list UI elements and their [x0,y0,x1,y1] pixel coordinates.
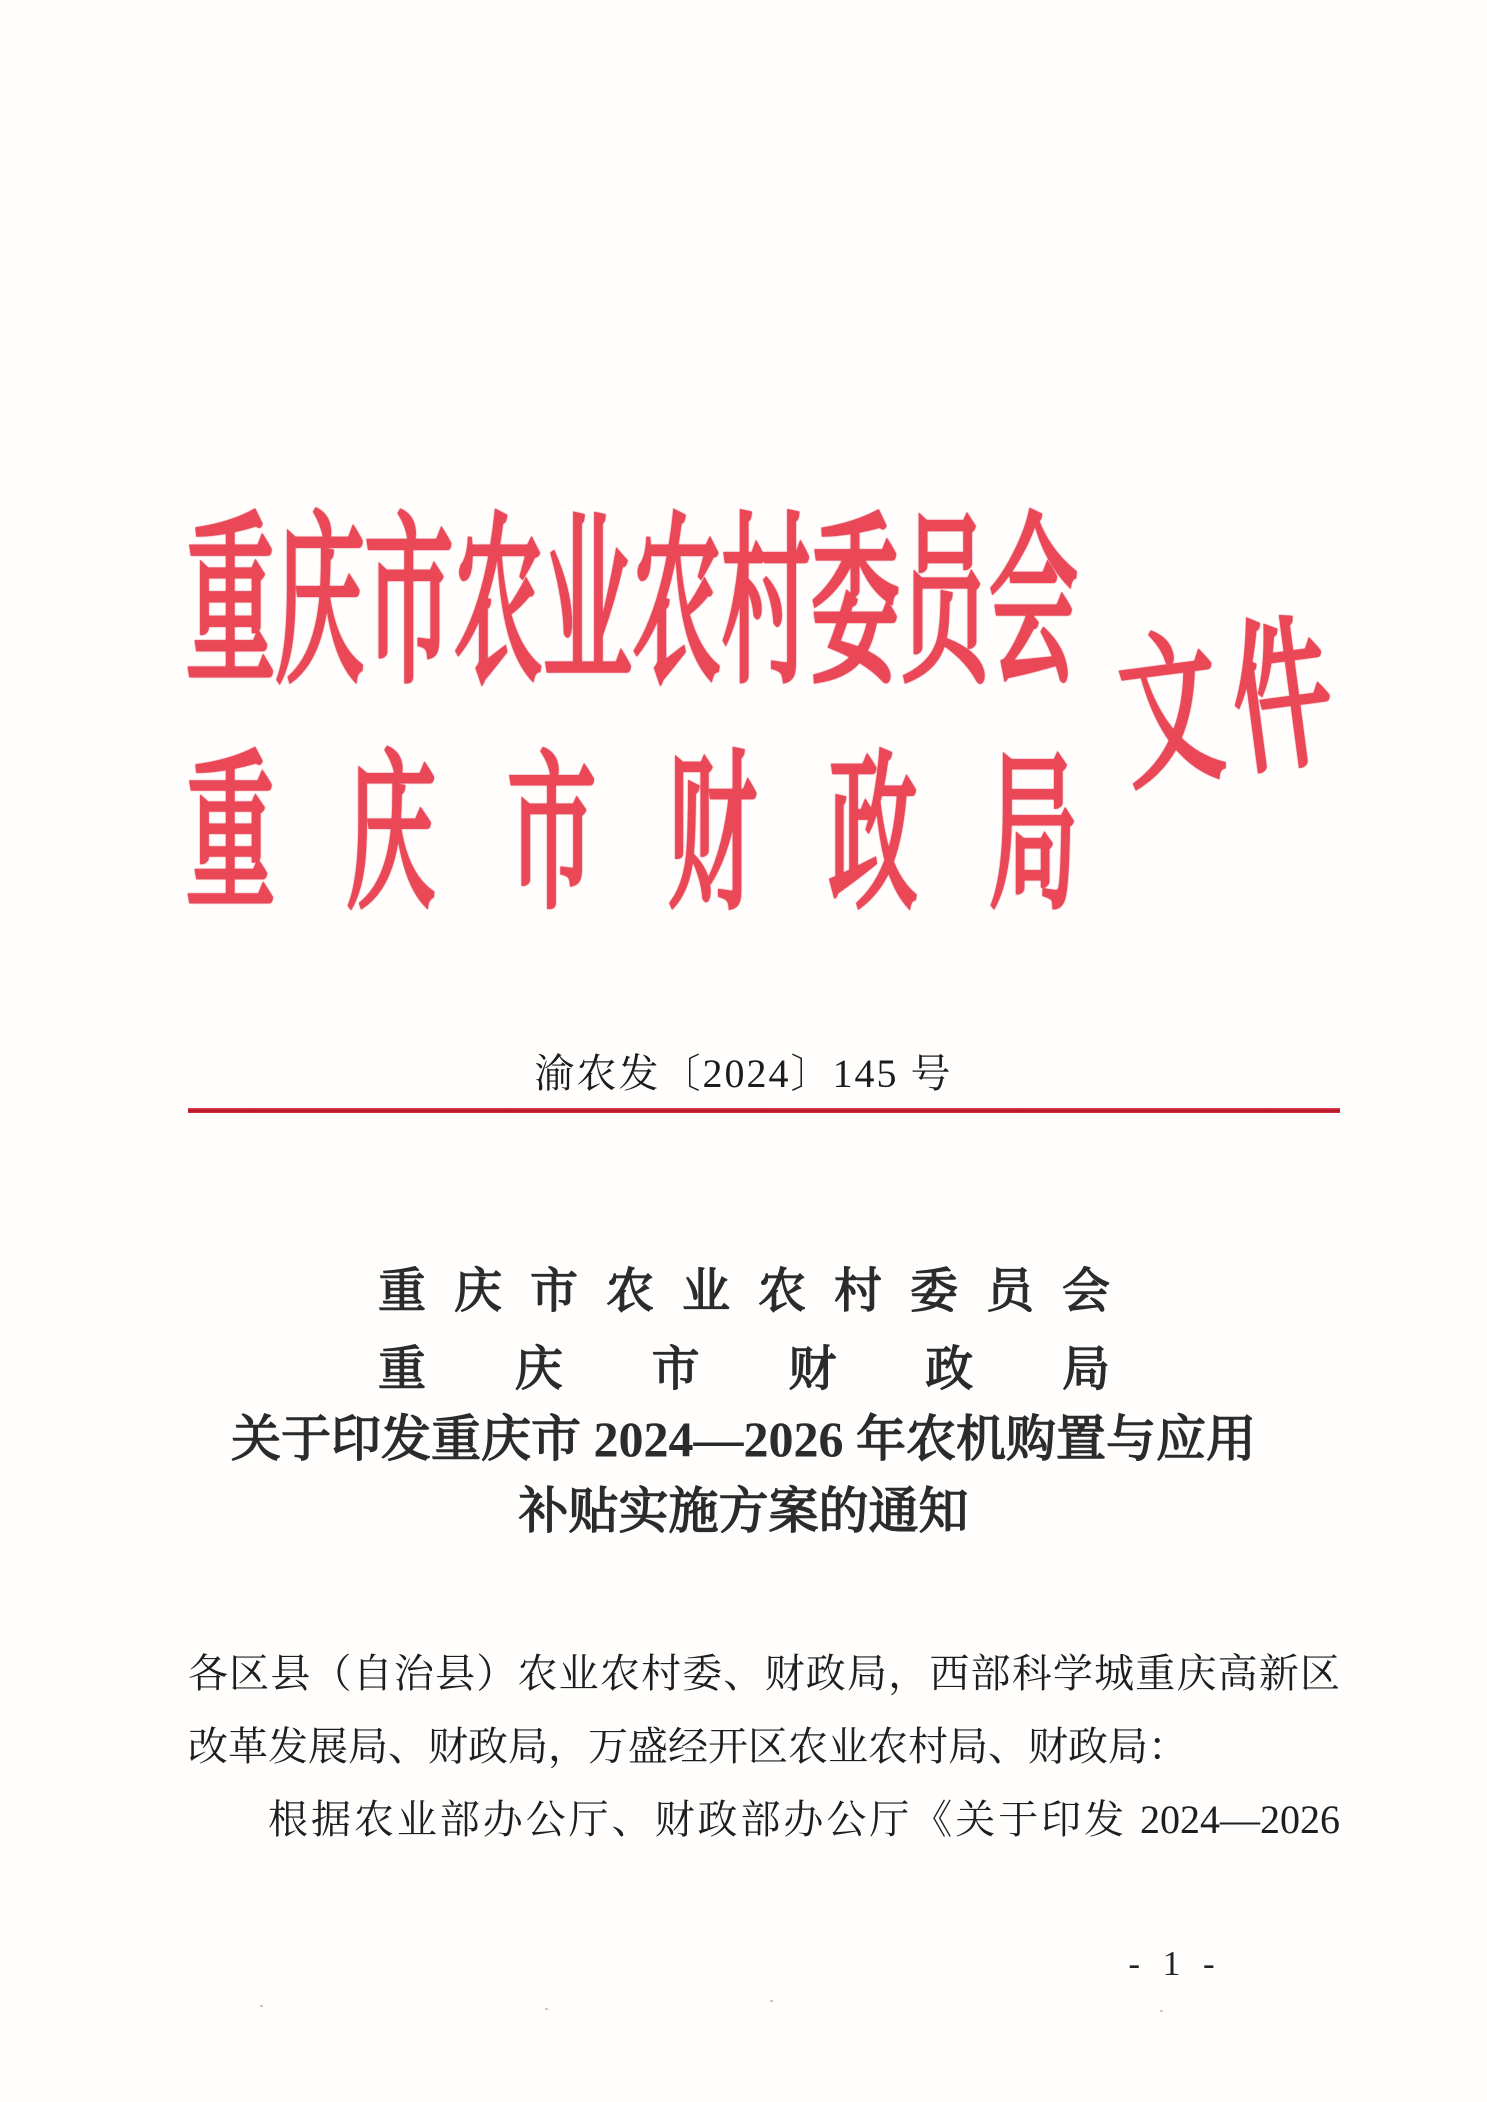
body-salutation-line-2: 改革发展局、财政局，万盛经开区农业农村局、财政局： [188,1724,1188,1769]
scan-artifact [770,2000,773,2002]
scan-artifact [260,2005,263,2007]
title-issuing-org-2: 重庆市财政局 [378,1343,1110,1396]
title-subject-line-1: 关于印发重庆市 2024—2026 年农机购置与应用 [231,1411,1256,1467]
letterhead-org-line-1: 重庆市农业农村委员会 [186,504,1078,708]
page-number: - 1 - [1128,1944,1222,1983]
title-subject-line-2: 补贴实施方案的通知 [518,1483,969,1539]
body-salutation-line-1: 各区县（自治县）农业农村委、财政局，西部科学城重庆高新区 [188,1651,1340,1696]
title-issuing-org-1: 重庆市农业农村委员会 [378,1265,1110,1318]
scan-artifact [1160,2010,1163,2012]
scan-artifact [545,2008,548,2010]
body-paragraph-line-1: 根据农业部办公厅、财政部办公厅《关于印发 2024—2026 [268,1797,1340,1842]
letterhead-document-label: 文件 [1110,602,1357,812]
letterhead-org-line-2: 重庆市财政局 [186,743,1078,932]
body-text-block [188,1637,1340,1856]
letterhead-red-rule [188,1108,1340,1113]
document-reference-number: 渝农发〔2024〕145 号 [534,1051,953,1096]
